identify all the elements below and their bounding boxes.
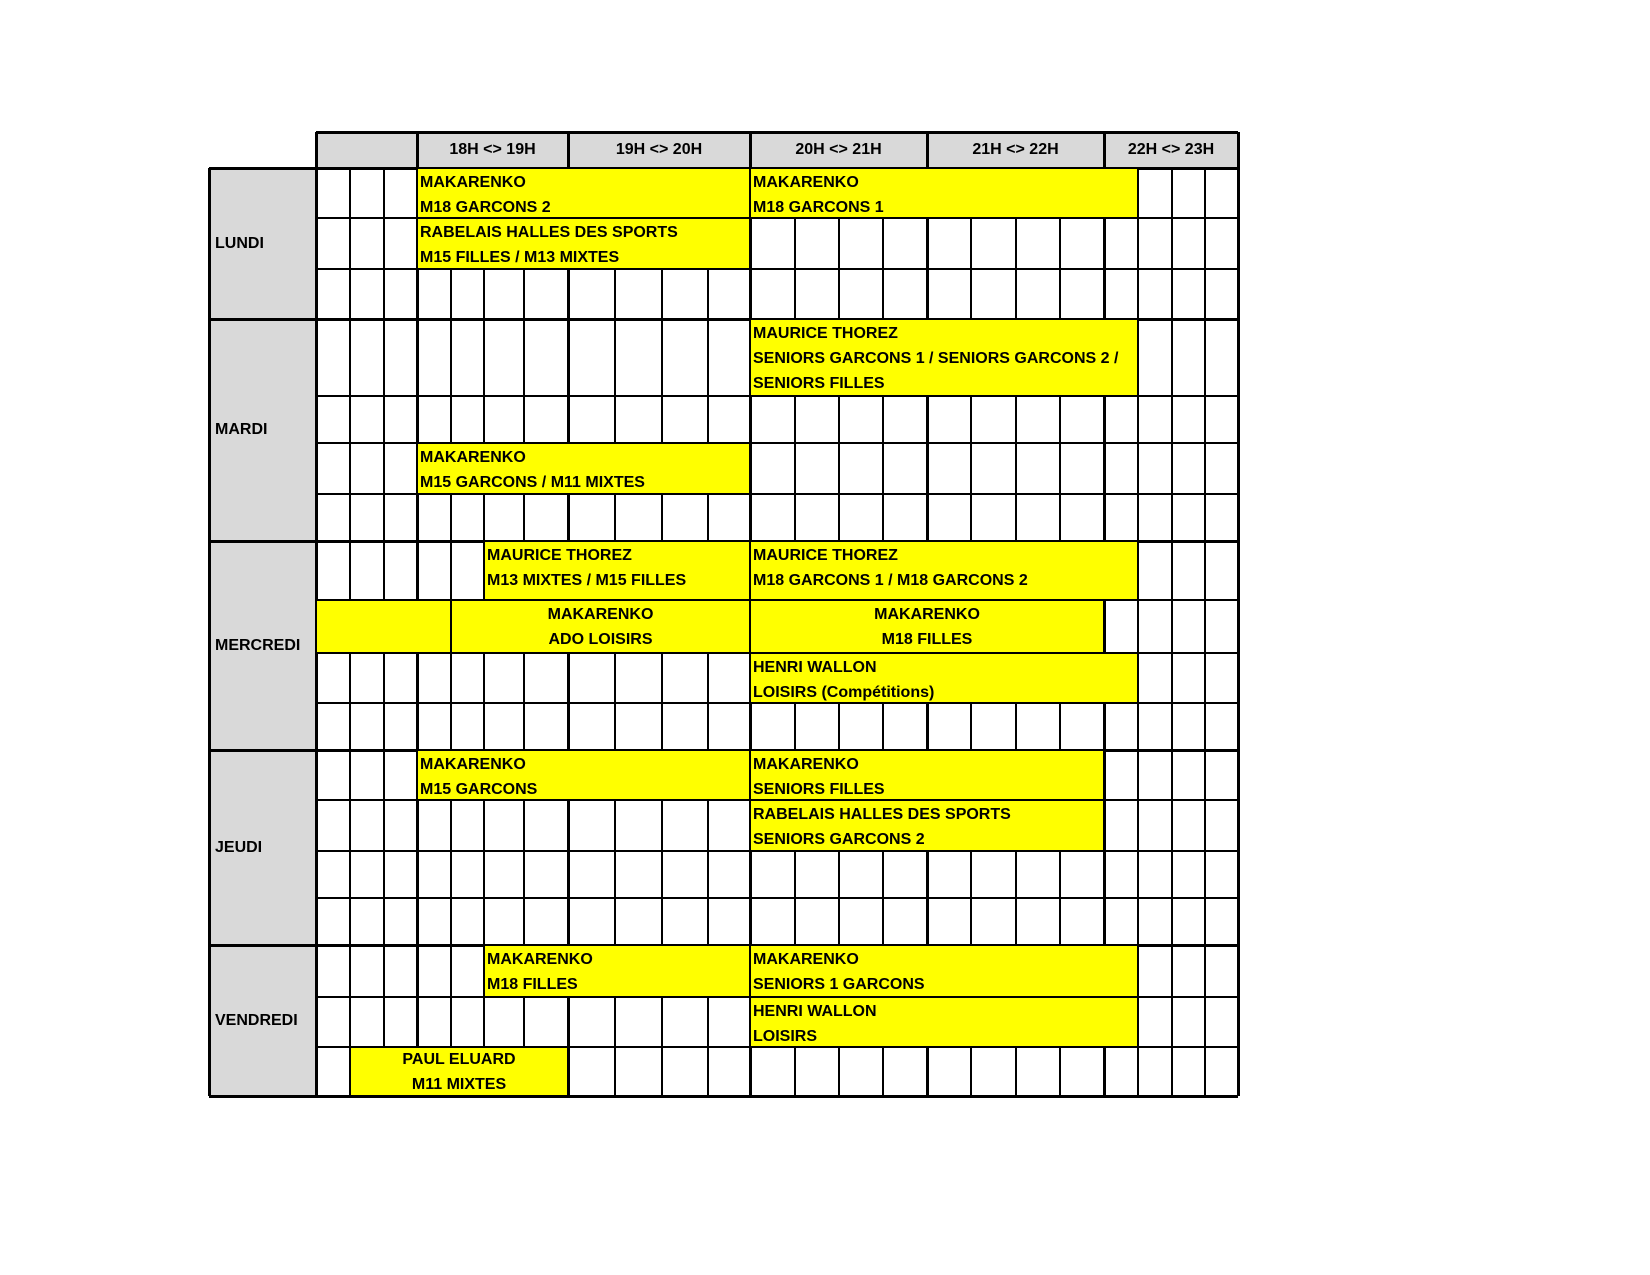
event-line: SENIORS FILLES bbox=[753, 781, 885, 798]
event-block-lundi-makarenko-m18g2[interactable] bbox=[416, 167, 751, 219]
header-vline bbox=[315, 132, 318, 168]
grid-vline bbox=[1171, 168, 1173, 1096]
event-line: M11 MIXTES bbox=[411, 1075, 507, 1093]
event-line: MAKARENKO bbox=[420, 174, 526, 191]
event-line: SENIORS FILLES bbox=[753, 375, 885, 392]
event-block-vendredi-makarenko-m18f[interactable] bbox=[483, 944, 751, 998]
grid-vline bbox=[1237, 168, 1240, 1096]
event-block-vendredi-makarenko-seniors[interactable] bbox=[749, 944, 1139, 998]
time-slot-header: 19H <> 20H bbox=[615, 141, 703, 158]
event-line: MAKARENKO bbox=[753, 756, 859, 773]
event-line: MAKARENKO bbox=[487, 951, 593, 968]
event-line: M13 MIXTES / M15 FILLES bbox=[487, 572, 687, 589]
event-block-mercredi-makarenko-ado[interactable] bbox=[450, 599, 751, 654]
event-line: HENRI WALLON bbox=[753, 1003, 877, 1020]
time-slot-header: 21H <> 22H bbox=[972, 141, 1059, 158]
time-slot-header: 18H <> 19H bbox=[449, 141, 536, 158]
event-block-lundi-makarenko-m18g1[interactable] bbox=[749, 167, 1139, 219]
event-line: SENIORS GARCONS 1 / SENIORS GARCONS 2 / bbox=[753, 350, 1119, 367]
event-line: M18 FILLES bbox=[487, 976, 578, 993]
grid-hline bbox=[316, 897, 1238, 899]
day-label-vendredi: VENDREDI bbox=[215, 1011, 298, 1029]
day-label-mardi: MARDI bbox=[215, 421, 268, 438]
event-block-mercredi-yellow-blank[interactable] bbox=[315, 599, 452, 654]
day-label-mercredi: MERCREDI bbox=[215, 636, 301, 654]
event-line: PAUL ELUARD bbox=[402, 1050, 516, 1068]
event-line: HENRI WALLON bbox=[753, 659, 877, 676]
event-line: MAURICE THOREZ bbox=[753, 325, 898, 342]
event-line: MAKARENKO bbox=[420, 449, 526, 466]
event-line: MAKARENKO bbox=[420, 756, 526, 773]
time-slot-header: 22H <> 23H bbox=[1127, 141, 1215, 158]
event-line: MAKARENKO bbox=[874, 605, 980, 623]
event-block-mardi-makarenko[interactable] bbox=[416, 442, 751, 495]
event-line: RABELAIS HALLES DES SPORTS bbox=[753, 806, 1011, 823]
grid-vline bbox=[1204, 168, 1206, 1096]
event-line: MAURICE THOREZ bbox=[753, 547, 898, 564]
event-block-jeudi-makarenko-seniors[interactable] bbox=[749, 749, 1105, 801]
event-line: M15 GARCONS bbox=[420, 781, 538, 798]
event-block-jeudi-makarenko-m15g[interactable] bbox=[416, 749, 751, 801]
event-block-vendredi-wallon[interactable] bbox=[749, 996, 1139, 1048]
event-line: LOISIRS bbox=[753, 1028, 818, 1045]
event-line: M18 GARCONS 1 / M18 GARCONS 2 bbox=[753, 572, 1028, 589]
event-line: M18 GARCONS 1 bbox=[753, 199, 884, 216]
event-line: M18 GARCONS 2 bbox=[420, 199, 551, 216]
event-line: M15 FILLES / M13 MIXTES bbox=[420, 249, 620, 266]
time-slot-header: 20H <> 21H bbox=[795, 141, 882, 158]
event-block-mercredi-makarenko-m18f[interactable] bbox=[749, 599, 1105, 654]
event-line: RABELAIS HALLES DES SPORTS bbox=[420, 224, 678, 241]
event-block-mercredi-thorez-m13[interactable] bbox=[483, 540, 751, 601]
event-line: LOISIRS (Compétitions) bbox=[753, 684, 935, 701]
day-label-lundi: LUNDI bbox=[215, 234, 264, 252]
event-line: SENIORS 1 GARCONS bbox=[753, 976, 925, 993]
event-block-mercredi-thorez-m18[interactable] bbox=[749, 540, 1139, 601]
day-label-jeudi: JEUDI bbox=[215, 838, 263, 856]
event-block-vendredi-eluard[interactable] bbox=[349, 1046, 569, 1097]
event-block-mardi-thorez[interactable] bbox=[749, 318, 1139, 397]
event-block-mercredi-wallon[interactable] bbox=[749, 652, 1139, 704]
event-line: M15 GARCONS / M11 MIXTES bbox=[420, 474, 645, 491]
event-line: SENIORS GARCONS 2 bbox=[753, 831, 925, 848]
event-line: MAKARENKO bbox=[753, 951, 859, 968]
event-line: MAURICE THOREZ bbox=[487, 547, 632, 564]
event-line: MAKARENKO bbox=[547, 605, 654, 623]
event-block-lundi-rabelais[interactable] bbox=[416, 217, 751, 270]
event-line: MAKARENKO bbox=[753, 174, 859, 191]
event-line: M18 FILLES bbox=[881, 630, 973, 648]
event-block-jeudi-rabelais[interactable] bbox=[749, 799, 1105, 852]
event-line: ADO LOISIRS bbox=[548, 630, 653, 648]
